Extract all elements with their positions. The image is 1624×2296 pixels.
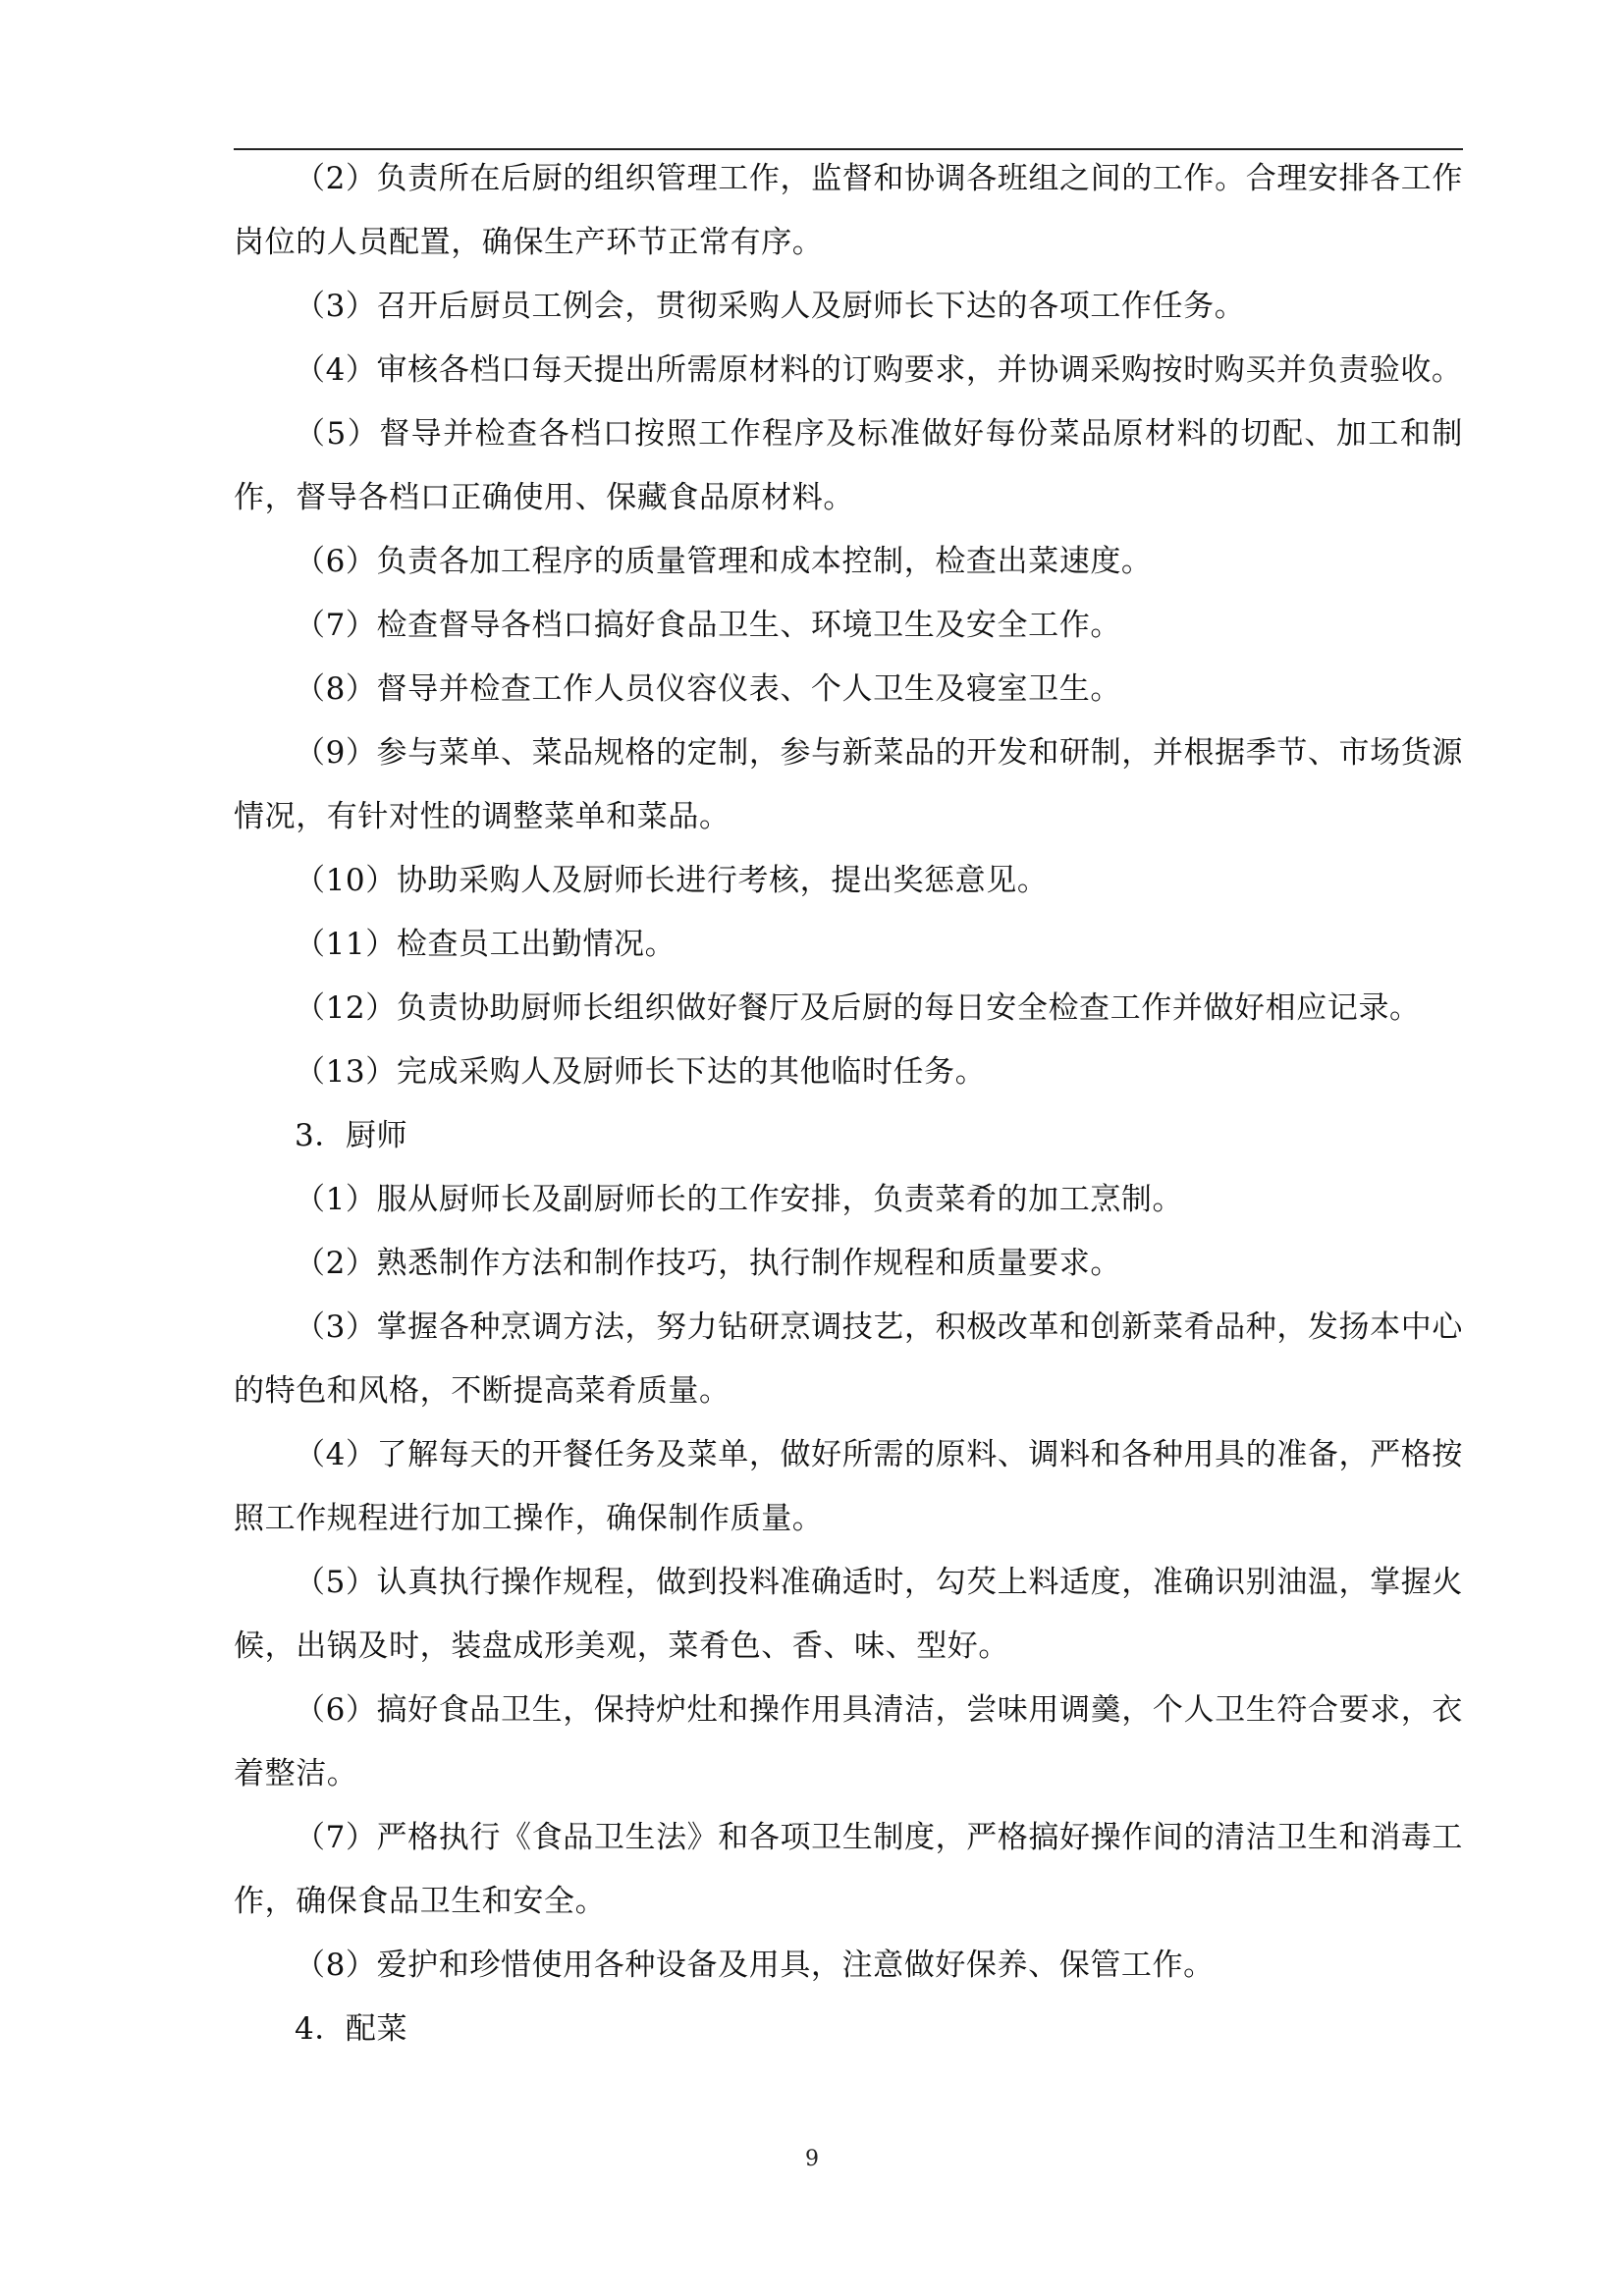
section-heading-side-dish: 4．配菜 <box>295 2011 408 2047</box>
paragraph-chef-1: （1）服从厨师长及副厨师长的工作安排，负责菜肴的加工烹制。 <box>295 1182 1184 1217</box>
paragraph-chef-7: （7）严格执行《食品卫生法》和各项卫生制度，严格搞好操作间的清洁卫生和消毒工作，确保食品卫生和安全。 <box>234 1820 1463 1919</box>
paragraph-item-12: （12）负责协助厨师长组织做好餐厅及后厨的每日安全检查工作并做好相应记录。 <box>295 990 1421 1026</box>
paragraph-item-3: （3）召开后厨员工例会，贯彻采购人及厨师长下达的各项工作任务。 <box>295 289 1246 324</box>
paragraph-item-4: （4）审核各档口每天提出所需原材料的订购要求，并协调采购按时购买并负责验收。 <box>295 352 1463 388</box>
paragraph-chef-4: （4）了解每天的开餐任务及菜单，做好所需的原料、调料和各种用具的准备，严格按照工作规程进行加工操作，确保制作质量。 <box>234 1437 1463 1536</box>
paragraph-item-7: （7）检查督导各档口搞好食品卫生、环境卫生及安全工作。 <box>295 608 1121 643</box>
section-heading-chef: 3．厨师 <box>295 1118 408 1153</box>
paragraph-chef-8: （8）爱护和珍惜使用各种设备及用具，注意做好保养、保管工作。 <box>295 1948 1215 1983</box>
document-body <box>234 147 1463 2061</box>
paragraph-chef-3: （3）掌握各种烹调方法，努力钻研烹调技艺，积极改革和创新菜肴品种，发扬本中心的特色和风格，不断提高菜肴质量。 <box>234 1309 1463 1409</box>
page-number: 9 <box>805 2147 819 2171</box>
paragraph-chef-2: （2）熟悉制作方法和制作技巧，执行制作规程和质量要求。 <box>295 1246 1121 1281</box>
paragraph-chef-5: （5）认真执行操作规程，做到投料准确适时，勾芡上料适度，准确识别油温，掌握火候，出锅及时，装盘成形美观，菜肴色、香、味、型好。 <box>234 1565 1463 1664</box>
paragraph-item-9: （9）参与菜单、菜品规格的定制，参与新菜品的开发和研制，并根据季节、市场货源情况，有针对性的调整菜单和菜品。 <box>234 735 1463 834</box>
paragraph-item-8: （8）督导并检查工作人员仪容仪表、个人卫生及寝室卫生。 <box>295 671 1121 707</box>
paragraph-item-13: （13）完成采购人及厨师长下达的其他临时任务。 <box>295 1054 987 1090</box>
paragraph-item-10: （10）协助采购人及厨师长进行考核，提出奖惩意见。 <box>295 863 1049 898</box>
paragraph-chef-6: （6）搞好食品卫生，保持炉灶和操作用具清洁，尝味用调羹，个人卫生符合要求，衣着整洁。 <box>234 1692 1463 1791</box>
paragraph-item-2: （2）负责所在后厨的组织管理工作，监督和协调各班组之间的工作。合理安排各工作岗位的人员配置，确保生产环节正常有序。 <box>234 161 1463 260</box>
paragraph-item-6: （6）负责各加工程序的质量管理和成本控制，检查出菜速度。 <box>295 544 1153 579</box>
paragraph-item-5: （5）督导并检查各档口按照工作程序及标准做好每份菜品原材料的切配、加工和制作，督导各档口正确使用、保藏食品原材料。 <box>234 416 1463 515</box>
paragraph-item-11: （11）检查员工出勤情况。 <box>295 927 677 962</box>
